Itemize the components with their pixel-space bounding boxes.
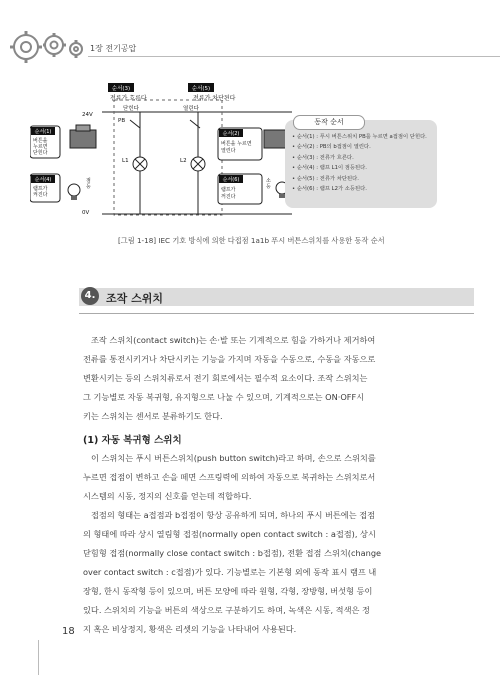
bulb-on-icon	[68, 184, 80, 200]
figure-caption: [그림 1-18] IEC 기호 방식에 의한 다접점 1a1b 푸시 버튼스위치를 사용한 동작 순서	[118, 236, 385, 245]
text-line: 지 혹은 비상정지, 황색은 리셋의 기능을 나타내어 사용된다.	[83, 624, 297, 634]
l1-label: L1	[122, 158, 129, 164]
pb-label: PB	[118, 118, 126, 124]
procedure-step: • 순서(4) : 램프 L1이 점등된다.	[292, 163, 432, 173]
text-line: 시스템의 시동, 정지의 신호를 얻는데 적합하다.	[83, 491, 252, 501]
step4-desc-2: 켜진다	[33, 192, 48, 198]
section-divider	[79, 313, 474, 314]
procedure-step: • 순서(3) : 전류가 흐른다.	[292, 153, 432, 163]
body-paragraph	[83, 449, 473, 639]
closed-label: 닫힌다	[123, 106, 139, 112]
step1-desc-1: 버튼을	[33, 138, 48, 144]
step1-desc-2: 누르면	[33, 144, 48, 150]
text-line: 의 형태에 따라 상시 열림형 접점(normally open contact switch : a접점), 상시	[83, 529, 376, 539]
gears-icon	[6, 25, 96, 75]
header-divider	[88, 56, 500, 57]
l2-label: L2	[180, 158, 187, 164]
procedure-step: • 순서(1) : 푸시 버튼스위치 PB를 누르면 a접점이 닫힌다.	[292, 132, 432, 142]
step6-desc-1: 램프가	[221, 187, 236, 193]
step3-label: 순서(3)	[111, 86, 131, 92]
text-line: 이 스위치는 푸시 버튼스위치(push button switch)라고 하며, 손으로 스위치를	[91, 453, 376, 463]
page-number: 18	[62, 626, 75, 637]
text-line: 전류를 통전시키거나 차단시키는 기능을 가지며 자동을 수동으로, 수동을 자동으로	[83, 354, 376, 364]
step4-label: 순서(4)	[34, 177, 52, 183]
procedure-step: • 순서(2) : PB의 b접점이 열린다.	[292, 142, 432, 152]
step5-desc: 전류가 차단된다	[193, 95, 236, 102]
intro-paragraph	[83, 331, 473, 426]
off-2: 등	[266, 184, 271, 190]
section-number: 4.	[81, 287, 99, 305]
text-line: 조작 스위치(contact switch)는 손·발 또는 기계적으로 힘을 가하거나 제거하여	[91, 335, 376, 345]
text-line: 있다. 스위치의 기능을 버튼의 색상으로 구분하기도 하며, 녹색은 시동, 적색은 정	[83, 605, 370, 615]
text-line: 누르면 접점이 변하고 손을 떼면 스프링력에 의하여 자동으로 복귀하는 스위치로서	[83, 472, 376, 482]
step6-label: 순서(6)	[222, 177, 240, 183]
voltage-24v: 24V	[82, 112, 93, 118]
step2-label: 순서(2)	[222, 131, 240, 137]
step3-desc: 전류가 흐른다	[110, 95, 147, 102]
text-line: 그 기능별로 자동 복귀형, 유지형으로 나눌 수 있으며, 기계적으로는 ON·OFF시	[83, 392, 365, 402]
opened-label: 열린다	[183, 106, 199, 112]
text-line: 변환시키는 등의 스위치류로서 전기 회로에서는 필수적 요소이다. 조작 스위치는	[83, 373, 368, 383]
section-title: 조작 스위치	[106, 292, 163, 305]
text-line: 장형, 한시 동작형 등이 있으며, 버튼 모양에 따라 원형, 각형, 장방형, 버섯형 등이	[83, 586, 373, 596]
margin-line	[38, 640, 39, 675]
step2-desc-1: 버튼을 누르면	[221, 141, 252, 147]
procedure-title: 동작 순서	[293, 115, 365, 130]
procedure-step: • 순서(5) : 전류가 차단된다.	[292, 174, 432, 184]
text-line: 키는 스위치는 센서로 분류하기도 한다.	[83, 411, 223, 421]
voltage-0v: 0V	[82, 210, 90, 216]
step4-desc-1: 램프가	[33, 186, 48, 192]
step1-desc-3: 닫힌다	[33, 150, 48, 156]
text-line: over contact switch : c접점)가 있다. 기능별로는 기본형 외에 동작 표시 램프 내	[83, 567, 377, 577]
off-1: 소	[266, 178, 271, 184]
procedure-step: • 순서(6) : 램프 L2가 소등된다.	[292, 184, 432, 194]
lit-2: 등	[86, 184, 91, 190]
text-line: 닫힘형 접점(normally close contact switch : b접점), 전환 접점 스위치(change	[83, 548, 382, 558]
step5-label: 순서(5)	[191, 86, 211, 92]
chapter-title: 1장 전기공압	[90, 44, 137, 53]
procedure-list	[292, 132, 432, 194]
lit-1: 점	[86, 178, 91, 184]
subsection-title: (1) 자동 복귀형 스위치	[83, 435, 182, 446]
text-line: 접점의 형태는 a접점과 b접점이 항상 공유하게 되며, 하나의 푸시 버튼에는 접점	[91, 510, 376, 520]
step1-label: 순서(1)	[34, 129, 52, 135]
step2-desc-2: 열린다	[221, 148, 236, 154]
lamp-l2-icon	[191, 157, 205, 171]
step6-desc-2: 꺼진다	[221, 194, 236, 200]
circuit-diagram	[30, 82, 292, 232]
lamp-l1-icon	[133, 157, 147, 171]
